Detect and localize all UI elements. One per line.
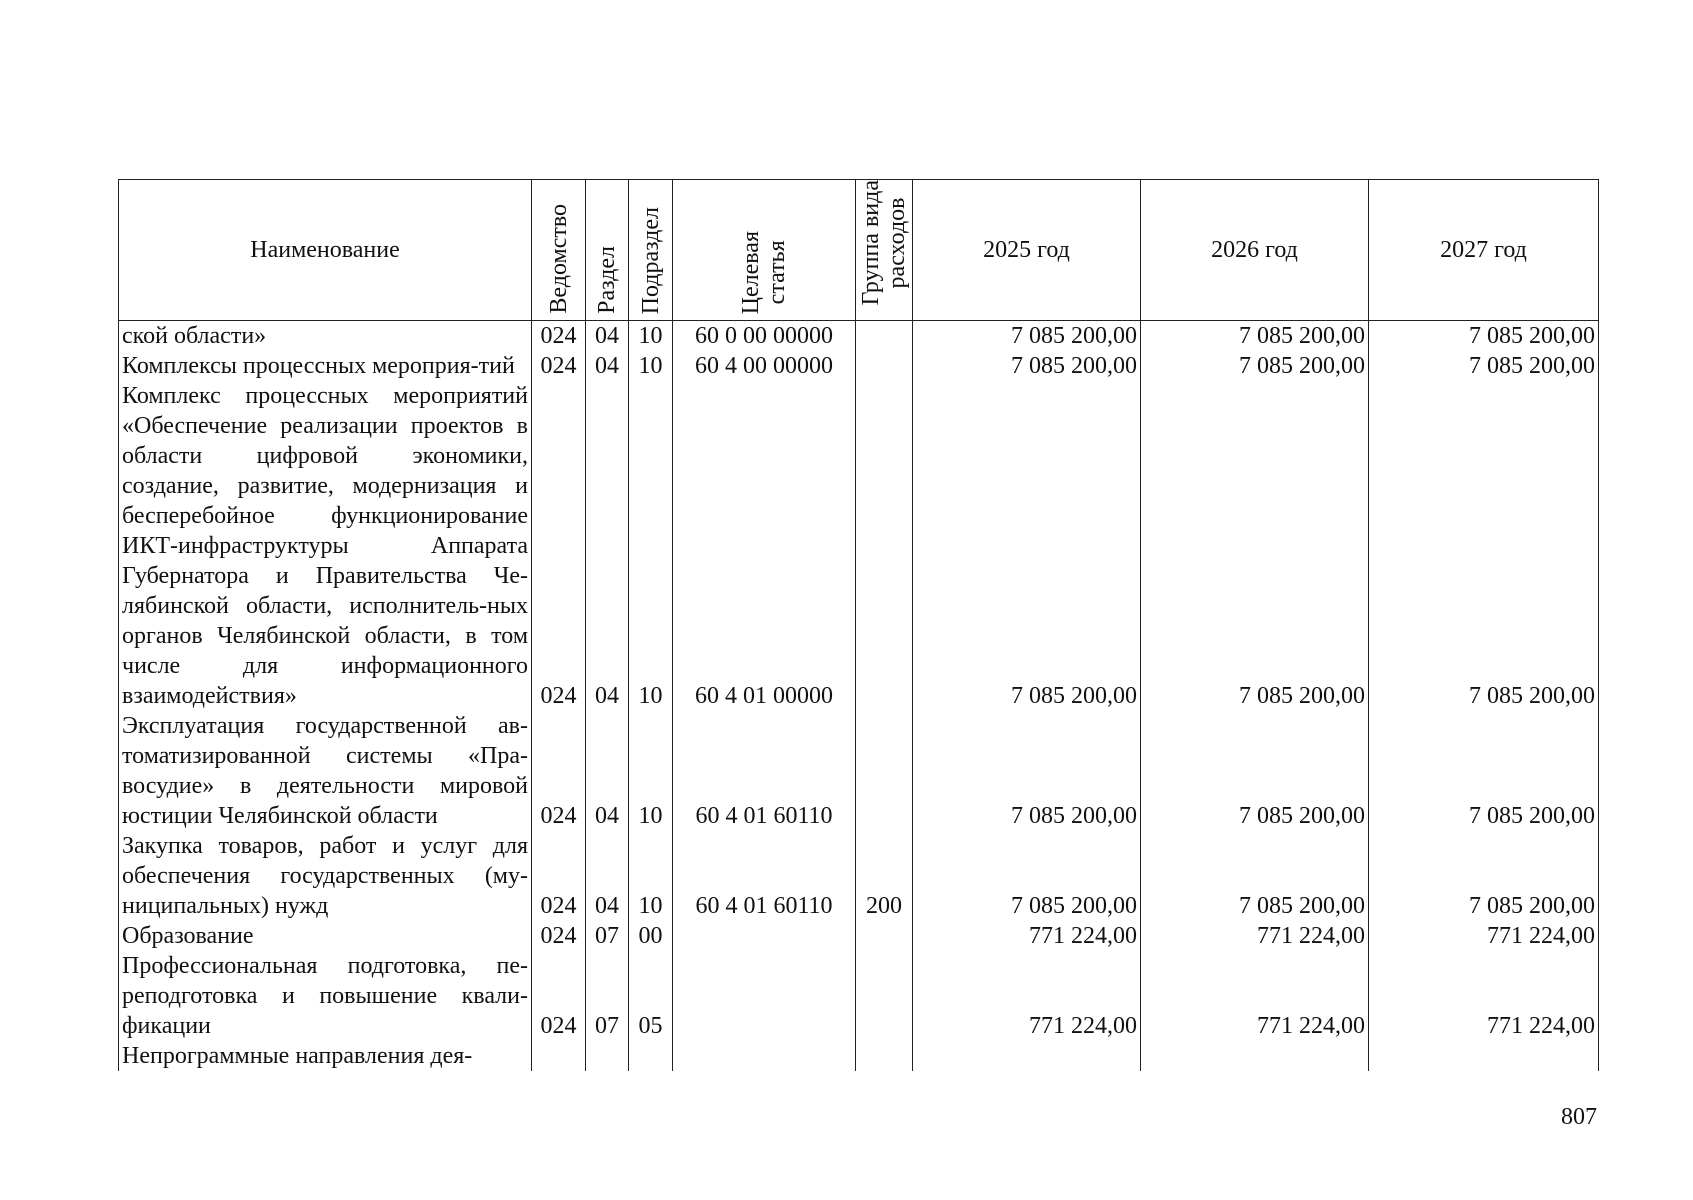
table-row [119, 951, 1599, 1041]
header-vedomstvo: Ведомство [532, 180, 586, 321]
row-name: Профессиональная подготовка, пе-реподготовка и повышение квали-фикации [119, 951, 532, 1041]
table-row [119, 1041, 1599, 1071]
row-2025: 7 085 200,00 [913, 321, 1141, 352]
row-2027: 7 085 200,00 [1369, 351, 1599, 381]
row-name: Непрограммные направления дея- [119, 1041, 532, 1071]
row-vedomstvo [532, 1041, 586, 1071]
row-target: 60 0 00 00000 [673, 321, 856, 352]
header-2025: 2025 год [913, 180, 1141, 321]
row-razdel: 04 [586, 381, 629, 711]
row-2025: 7 085 200,00 [913, 711, 1141, 831]
row-2025: 771 224,00 [913, 951, 1141, 1041]
row-2027: 771 224,00 [1369, 951, 1599, 1041]
table-row [119, 921, 1599, 951]
row-podrazdel: 05 [629, 951, 673, 1041]
row-target: 60 4 01 00000 [673, 381, 856, 711]
row-group [856, 321, 913, 352]
header-2027: 2027 год [1369, 180, 1599, 321]
budget-document [118, 179, 1598, 1071]
row-target: 60 4 01 60110 [673, 711, 856, 831]
row-2025: 7 085 200,00 [913, 381, 1141, 711]
row-2026: 7 085 200,00 [1141, 381, 1369, 711]
row-podrazdel: 10 [629, 321, 673, 352]
header-podrazdel: Подраздел [629, 180, 673, 321]
row-group [856, 921, 913, 951]
row-group: 200 [856, 831, 913, 921]
row-2026: 7 085 200,00 [1141, 711, 1369, 831]
row-2027 [1369, 1041, 1599, 1071]
header-2026: 2026 год [1141, 180, 1369, 321]
row-group [856, 351, 913, 381]
row-2025: 7 085 200,00 [913, 351, 1141, 381]
row-razdel [586, 1041, 629, 1071]
row-razdel: 04 [586, 321, 629, 352]
table-row [119, 321, 1599, 352]
row-vedomstvo: 024 [532, 351, 586, 381]
row-podrazdel: 10 [629, 831, 673, 921]
row-vedomstvo: 024 [532, 381, 586, 711]
row-group [856, 951, 913, 1041]
row-2027: 7 085 200,00 [1369, 321, 1599, 352]
table-header-row [119, 180, 1599, 321]
row-group [856, 1041, 913, 1071]
row-2026: 771 224,00 [1141, 951, 1369, 1041]
row-vedomstvo: 024 [532, 921, 586, 951]
row-2027: 771 224,00 [1369, 921, 1599, 951]
row-razdel: 07 [586, 951, 629, 1041]
row-2026: 7 085 200,00 [1141, 321, 1369, 352]
row-razdel: 04 [586, 351, 629, 381]
row-name: Образование [119, 921, 532, 951]
row-2026 [1141, 1041, 1369, 1071]
row-2027: 7 085 200,00 [1369, 831, 1599, 921]
row-2027: 7 085 200,00 [1369, 711, 1599, 831]
row-razdel: 04 [586, 831, 629, 921]
row-razdel: 04 [586, 711, 629, 831]
header-tselevaya-statya: Целевая статья [673, 180, 856, 321]
row-vedomstvo: 024 [532, 951, 586, 1041]
table-row [119, 831, 1599, 921]
row-2025 [913, 1041, 1141, 1071]
row-2026: 7 085 200,00 [1141, 831, 1369, 921]
header-razdel: Раздел [586, 180, 629, 321]
row-name: ской области» [119, 321, 532, 352]
row-target [673, 1041, 856, 1071]
row-target [673, 951, 856, 1041]
row-name: Эксплуатация государственной ав-томатизированной системы «Пра-восудие» в деятельности мировой юстиции Челябинской области [119, 711, 532, 831]
row-name: Закупка товаров, работ и услуг для обеспечения государственных (му-ниципальных) нужд [119, 831, 532, 921]
row-razdel: 07 [586, 921, 629, 951]
page-number: 807 [1561, 1104, 1597, 1130]
table-row [119, 381, 1599, 711]
row-vedomstvo: 024 [532, 321, 586, 352]
row-podrazdel: 10 [629, 381, 673, 711]
table-row [119, 351, 1599, 381]
row-2026: 771 224,00 [1141, 921, 1369, 951]
row-2026: 7 085 200,00 [1141, 351, 1369, 381]
header-gruppa-vida-rashodov: Группа вида расходов [856, 180, 913, 321]
row-target [673, 921, 856, 951]
row-target: 60 4 00 00000 [673, 351, 856, 381]
row-group [856, 711, 913, 831]
row-group [856, 381, 913, 711]
row-podrazdel: 10 [629, 351, 673, 381]
budget-table [118, 179, 1599, 1071]
row-vedomstvo: 024 [532, 831, 586, 921]
row-target: 60 4 01 60110 [673, 831, 856, 921]
row-2025: 771 224,00 [913, 921, 1141, 951]
header-name: Наименование [119, 180, 532, 321]
row-podrazdel: 10 [629, 711, 673, 831]
row-2027: 7 085 200,00 [1369, 381, 1599, 711]
row-name: Комплексы процессных мероприя-тий [119, 351, 532, 381]
row-podrazdel [629, 1041, 673, 1071]
table-row [119, 711, 1599, 831]
row-name: Комплекс процессных мероприятий «Обеспечение реализации проектов в области цифровой экономики, создание, развитие, модернизация и бесперебойное функционирование ИКТ-инфраструктуры Аппарата Губернатора и Правительства Че-лябинской области, исполнитель-ных органов Челябинской области, в том числе для информационного взаимодействия» [119, 381, 532, 711]
row-2025: 7 085 200,00 [913, 831, 1141, 921]
row-vedomstvo: 024 [532, 711, 586, 831]
row-podrazdel: 00 [629, 921, 673, 951]
